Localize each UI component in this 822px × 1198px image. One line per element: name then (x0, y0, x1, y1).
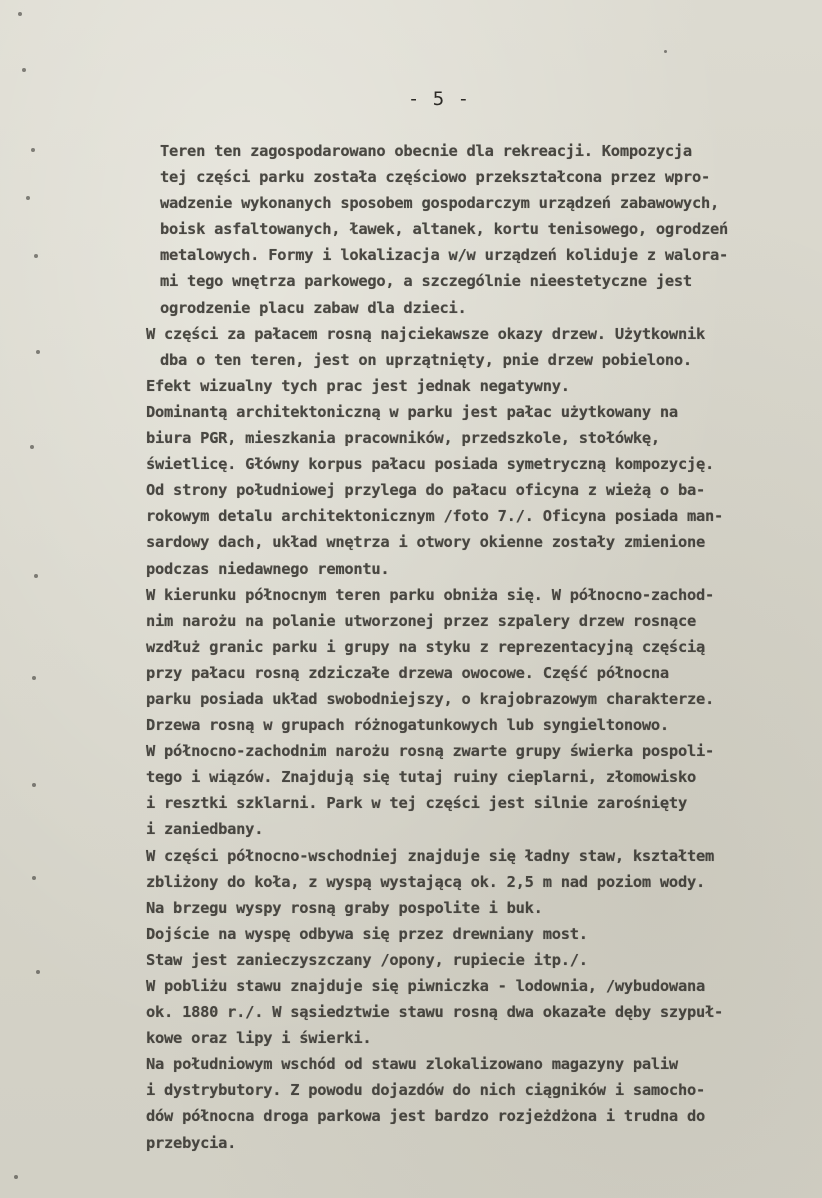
scan-speck (34, 574, 38, 578)
text-line: Teren ten zagospodarowano obecnie dla rekreacji. Kompozycja (160, 142, 692, 160)
text-line: W części za pałacem rosną najciekawsze okazy drzew. Użytkownik (146, 324, 705, 343)
text-line: nim narożu na polanie utworzonej przez szpalery drzew rosnące (146, 611, 696, 630)
scan-speck (31, 148, 35, 152)
text-line: wzdłuż granic parku i grupy na styku z reprezentacyjną częścią (146, 637, 705, 656)
text-line: dów północna droga parkowa jest bardzo rozjeżdżona i trudna do (146, 1107, 705, 1126)
scan-speck (30, 445, 34, 449)
scan-speck (14, 1175, 18, 1179)
text-line: ok. 1880 r./. W sąsiedztwie stawu rosną dwa okazałe dęby szypuł- (146, 1003, 724, 1022)
text-line: ogrodzenie placu zabaw dla dzieci. (160, 298, 467, 317)
text-line: zbliżony do koła, z wyspą wystającą ok. 2,5 m nad poziom wody. (146, 872, 705, 891)
text-line: Drzewa rosną w grupach różnogatunkowych lub syngieltonowo. (146, 716, 669, 735)
text-line: podczas niedawnego remontu. (146, 559, 390, 578)
scan-speck (34, 254, 38, 258)
scan-speck (32, 876, 36, 880)
text-line: kowe oraz lipy i świerki. (146, 1029, 372, 1048)
text-line: tej części parku została częściowo przekształcona przez wpro- (160, 168, 710, 187)
text-line: sardowy dach, układ wnętrza i otwory okienne zostały zmienione (146, 533, 705, 552)
text-line: Efekt wizualny tych prac jest jednak negatywny. (146, 376, 570, 395)
scan-speck (26, 196, 30, 200)
scan-speck (22, 68, 26, 72)
text-line: Dominantą architektoniczną w parku jest pałac użytkowany na (146, 402, 678, 421)
text-line: rokowym detalu architektonicznym /foto 7./. Oficyna posiada man- (146, 507, 724, 526)
text-line: metalowych. Formy i lokalizacja w/w urządzeń koliduje z walora- (160, 246, 729, 265)
text-line: mi tego wnętrza parkowego, a szczególnie nieestetyczne jest (160, 272, 692, 291)
text-line: W północno-zachodnim narożu rosną zwarte grupy świerka pospoli- (146, 742, 715, 761)
scan-speck (36, 970, 40, 974)
scan-speck (18, 12, 22, 16)
page-number: - 5 - (407, 88, 471, 110)
text-line: W pobliżu stawu znajduje się piwniczka - lodownia, /wybudowana (146, 977, 705, 995)
text-line: tego i wiązów. Znajdują się tutaj ruiny cieplarni, złomowisko (146, 768, 696, 787)
scan-speck (32, 783, 36, 787)
text-line: wadzenie wykonanych sposobem gospodarczym urządzeń zabawowych, (160, 194, 719, 213)
text-line: świetlicę. Główny korpus pałacu posiada symetryczną kompozycję. (146, 455, 715, 474)
text-line: i dystrybutory. Z powodu dojazdów do nich ciągników i samocho- (146, 1081, 705, 1100)
text-line: boisk asfaltowanych, ławek, altanek, kortu tenisowego, ogrodzeń (160, 220, 729, 239)
text-line: W kierunku północnym teren parku obniża się. W północno-zachod- (146, 585, 715, 604)
text-line: przy pałacu rosną zdziczałe drzewa owocowe. Część północna (146, 663, 669, 682)
text-line: parku posiada układ swobodniejszy, o krajobrazowym charakterze. (146, 689, 715, 708)
text-line: dba o ten teren, jest on uprzątnięty, pnie drzew pobielono. (160, 350, 692, 369)
text-line: Na południowym wschód od stawu zlokalizowano magazyny paliw (146, 1055, 678, 1074)
text-line: i resztki szklarni. Park w tej części jest silnie zarośnięty (146, 794, 687, 813)
scan-speck (32, 676, 36, 680)
text-line: biura PGR, mieszkania pracowników, przedszkole, stołówkę, (146, 429, 660, 448)
text-line: Staw jest zanieczyszczany /opony, rupiecie itp./. (146, 950, 588, 969)
text-line: przebycia. (146, 1133, 237, 1152)
text-line: W części północno-wschodniej znajduje się ładny staw, kształtem (146, 846, 715, 865)
text-line: Na brzegu wyspy rosną graby pospolite i buk. (146, 898, 543, 917)
text-line: Dojście na wyspę odbywa się przez drewniany most. (146, 924, 588, 943)
scan-speck (36, 350, 40, 354)
text-line: i zaniedbany. (146, 820, 264, 839)
text-line: Od strony południowej przylega do pałacu oficyna z wieżą o ba- (146, 481, 705, 500)
body-text (146, 138, 806, 1156)
scan-speck (664, 50, 667, 53)
